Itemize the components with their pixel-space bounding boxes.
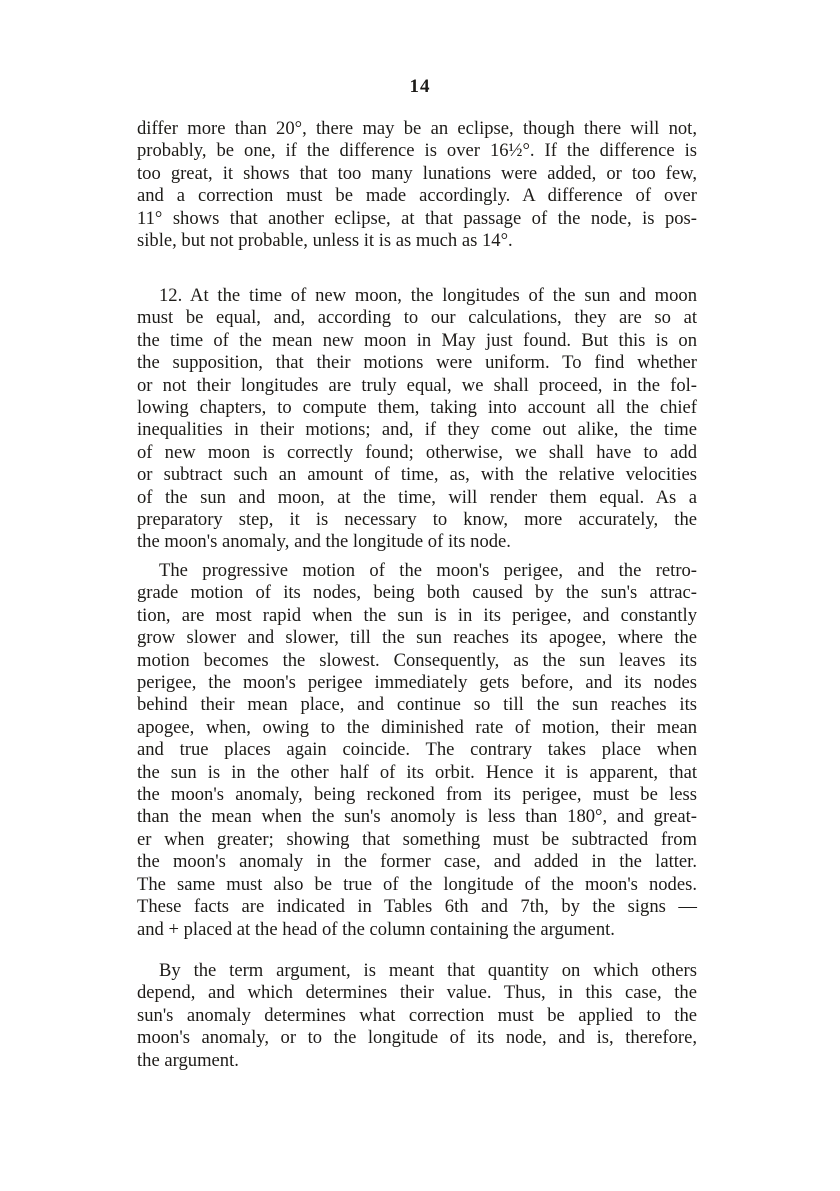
text-line: the argument. bbox=[137, 1049, 239, 1071]
text-line: sible, but not probable, unless it is as much as 14°. bbox=[137, 230, 513, 252]
text-line: sun's anomaly determines what correction must be applied to the bbox=[137, 1004, 697, 1026]
text-line: differ more than 20°, there may be an eclipse, though there will not, bbox=[137, 118, 697, 139]
text-line: inequalities in their motions; and, if they come out alike, the time bbox=[137, 419, 697, 441]
text-line: tion, are most rapid when the sun is in its perigee, and constantly bbox=[137, 604, 697, 626]
text-line: the moon's anomaly, being reckoned from its perigee, must be less bbox=[137, 784, 697, 806]
text-line: and + placed at the head of the column containing the argument. bbox=[137, 918, 615, 940]
paragraph-section-12 bbox=[137, 285, 697, 554]
text-line: apogee, when, owing to the diminished rate of motion, their mean bbox=[137, 716, 697, 738]
text-line: and true places again coincide. The contrary takes place when bbox=[137, 739, 697, 761]
text-line: of the sun and moon, at the time, will render them equal. As a bbox=[137, 486, 697, 508]
text-line: too great, it shows that too many lunations were added, or too few, bbox=[137, 162, 697, 184]
text-line: By the term argument, is meant that quantity on which others bbox=[159, 960, 697, 981]
text-line: the supposition, that their motions were uniform. To find whether bbox=[137, 352, 697, 374]
text-line: These facts are indicated in Tables 6th and 7th, by the signs — bbox=[137, 896, 697, 918]
text-line: 11° shows that another eclipse, at that passage of the node, is pos- bbox=[137, 207, 697, 229]
text-line: and a correction must be made accordingly. A difference of over bbox=[137, 185, 697, 207]
text-line: grade motion of its nodes, being both caused by the sun's attrac- bbox=[137, 582, 697, 604]
text-line: depend, and which determines their value. Thus, in this case, the bbox=[137, 982, 697, 1004]
text-line: than the mean when the sun's anomoly is less than 180°, and great- bbox=[137, 806, 697, 828]
text-line: The same must also be true of the longitude of the moon's nodes. bbox=[137, 873, 697, 895]
text-line: of new moon is correctly found; otherwise, we shall have to add bbox=[137, 441, 697, 463]
text-line: the moon's anomaly, and the longitude of its node. bbox=[137, 531, 511, 553]
text-line: motion becomes the slowest. Consequently, as the sun leaves its bbox=[137, 649, 697, 671]
text-line: preparatory step, it is necessary to know, more accurately, the bbox=[137, 509, 697, 531]
text-line: the sun is in the other half of its orbit. Hence it is apparent, that bbox=[137, 761, 697, 783]
text-line: or subtract such an amount of time, as, with the relative velocities bbox=[137, 464, 697, 486]
text-line: the time of the mean new moon in May just found. But this is on bbox=[137, 329, 697, 351]
text-line: er when greater; showing that something must be subtracted from bbox=[137, 828, 697, 850]
text-line: 12. At the time of new moon, the longitudes of the sun and moon bbox=[159, 285, 697, 306]
text-line: the moon's anomaly in the former case, and added in the latter. bbox=[137, 851, 697, 873]
page-number: 14 bbox=[409, 76, 431, 97]
text-line: perigee, the moon's perigee immediately gets before, and its nodes bbox=[137, 672, 697, 694]
text-line: grow slower and slower, till the sun reaches its apogee, where the bbox=[137, 627, 697, 649]
paragraph-argument-definition bbox=[137, 960, 697, 1072]
text-line: probably, be one, if the difference is over 16½°. If the difference is bbox=[137, 140, 697, 162]
text-line: must be equal, and, according to our calculations, they are so at bbox=[137, 307, 697, 329]
text-line: lowing chapters, to compute them, taking into account all the chief bbox=[137, 397, 697, 419]
text-line: behind their mean place, and continue so till the sun reaches its bbox=[137, 694, 697, 716]
paragraph-eclipse-difference bbox=[137, 118, 697, 252]
text-line: or not their longitudes are truly equal, we shall proceed, in the fol- bbox=[137, 374, 697, 396]
text-line: The progressive motion of the moon's perigee, and the retro- bbox=[159, 560, 697, 581]
text-line: moon's anomaly, or to the longitude of its node, and is, therefore, bbox=[137, 1027, 697, 1049]
paragraph-perigee-motion bbox=[137, 560, 697, 941]
